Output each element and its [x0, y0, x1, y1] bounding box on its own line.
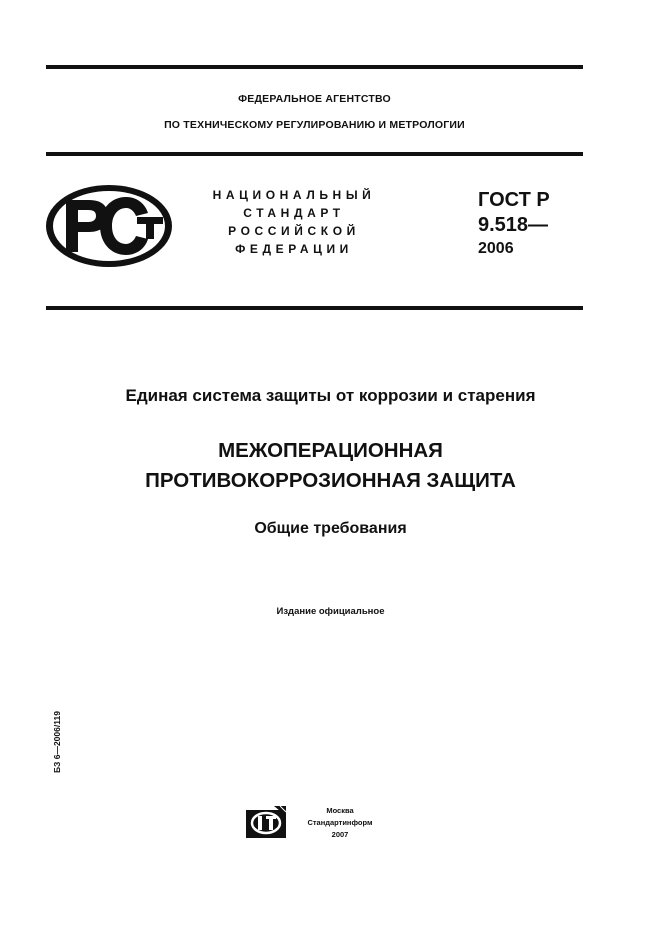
catalog-code: БЗ 6—2006/119 [52, 711, 62, 773]
publication-year: 2007 [331, 830, 349, 839]
edition-note: Издание официальное [276, 606, 385, 617]
gost-designation-year: 2006 [478, 240, 514, 257]
document-title-line-2: ПРОТИВОКОРРОЗИОННАЯ ЗАЩИТА [145, 469, 516, 492]
document-title-line-1: МЕЖОПЕРАЦИОННАЯ [218, 439, 443, 462]
agency-name-line-2: ПО ТЕХНИЧЕСКОМУ РЕГУЛИРОВАНИЮ И МЕТРОЛОГИИ [164, 119, 465, 131]
rst-certification-mark-icon [44, 183, 174, 269]
standard-block-rule [46, 306, 583, 310]
national-standard-line-3: РОССИЙСКОЙ [228, 224, 360, 238]
header-divider-rule [46, 152, 583, 156]
publisher-city: Москва [326, 806, 354, 815]
national-standard-line-1: НАЦИОНАЛЬНЫЙ [212, 188, 376, 202]
gost-designation-line-1: ГОСТ Р [478, 189, 550, 211]
national-standard-line-2: СТАНДАРТ [243, 206, 345, 220]
national-standard-line-4: ФЕДЕРАЦИИ [235, 242, 353, 256]
publisher-name: Стандартинформ [307, 818, 373, 827]
agency-name-line-1: ФЕДЕРАЛЬНОЕ АГЕНТСТВО [238, 93, 391, 105]
top-rule [46, 65, 583, 69]
document-subtitle: Общие требования [254, 520, 407, 537]
standartinform-logo-icon [246, 806, 286, 838]
gost-designation-line-2: 9.518— [478, 214, 549, 236]
standard-series-title: Единая система защиты от коррозии и старения [125, 386, 536, 405]
